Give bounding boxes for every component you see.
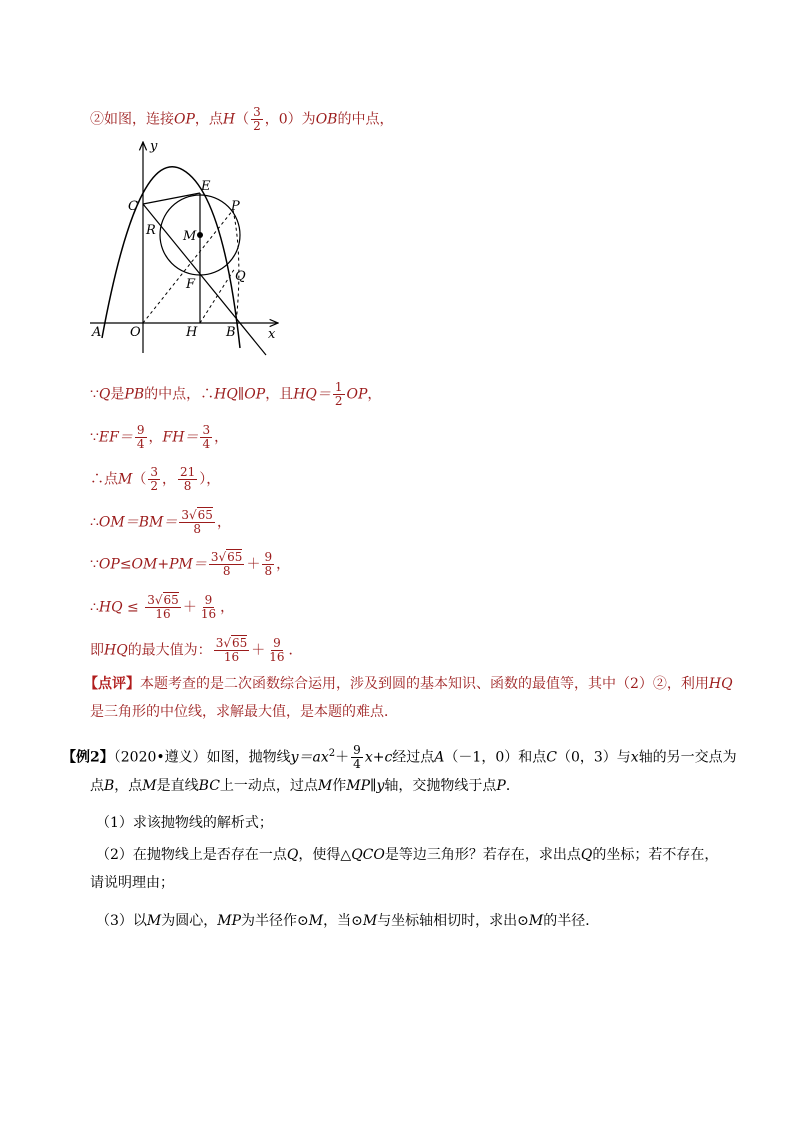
step-line-4: ∴OM＝BM＝ $\frac{3√65}{8}$ ， xyxy=(90,508,231,536)
point-m xyxy=(197,232,203,238)
example-2-statement: 【例2】（2020•遵义）如图，抛物线$y=ax^2+$ $\frac{9}{4}$ x+c经过点A（－1，0）和点C（0，3）与x轴的另一交点为 点B，点M是直线BC上一动点，过点M作MP∥y轴，交抛物线于点P． xyxy=(62,743,737,794)
step-line-1: ∵Q是PB的中点，∴HQ∥OP，且HQ＝ $\frac{1}{2}$ OP， xyxy=(90,380,382,408)
fraction-1-2: $\frac{1}{2}$ xyxy=(334,380,343,408)
label-r: R xyxy=(146,223,156,238)
comment-paragraph: 【点评】本题考查的是二次函数综合运用，涉及到圆的基本知识、函数的最值等，其中（2）②，利用HQ 是三角形的中位线，求解最大值，是本题的难点． xyxy=(84,676,733,720)
step-line-5: ∵OP≤OM+PM＝ $\frac{3√65}{8}$ ＋ $\frac{9}{8}$ ， xyxy=(90,550,291,578)
fraction-3-2: $\frac{3}{2}$ xyxy=(150,465,158,493)
step-line-3: ∴点M（ $\frac{3}{2}$ ， $\frac{21}{8}$ ）， xyxy=(90,465,221,493)
fraction-9-4: $\frac{9}{4}$ xyxy=(353,743,361,772)
fraction-3-4: $\frac{3}{4}$ xyxy=(202,423,211,451)
geometry-figure xyxy=(88,138,288,358)
step-line-2: ∵EF＝ $\frac{9}{4}$ ，FH＝ $\frac{3}{4}$ ， xyxy=(90,423,229,451)
parabola xyxy=(102,167,240,348)
fraction-3-2: $\frac{3}{2}$ xyxy=(253,105,261,133)
label-y: y xyxy=(150,139,158,154)
label-c: C xyxy=(128,199,138,214)
label-b: B xyxy=(226,325,236,340)
segment-op xyxy=(143,210,233,323)
sqrt-icon: √ xyxy=(154,593,163,607)
question-2: （2）在抛物线上是否存在一点Q，使得△QCO是等边三角形？若存在，求出点Q的坐标；若不存在， 请说明理由； xyxy=(90,847,719,891)
step-line-7: 即HQ的最大值为： $\frac{3√65}{16}$ ＋ $\frac{9}{16}$ ． xyxy=(90,636,303,664)
label-m: M xyxy=(183,229,197,244)
label-x: x xyxy=(268,327,276,342)
step2-intro: ②如图，连接OP，点H（ $\frac{3}{2}$ ，0）为OB的中点， xyxy=(90,105,394,133)
label-o: O xyxy=(130,325,141,340)
sqrt-icon: √ xyxy=(218,550,227,564)
fraction-3sqrt65-16: $\frac{3√65}{16}$ xyxy=(215,636,248,664)
fraction-21-8: $\frac{21}{8}$ xyxy=(179,465,196,493)
segment-ce xyxy=(143,193,200,204)
fraction-3sqrt65-8: $\frac{3√65}{8}$ xyxy=(210,550,243,578)
segment-hq xyxy=(200,268,235,323)
label-h: H xyxy=(186,325,198,340)
question-3: （3）以M为圆心，MP为半径作⊙M，当⊙M与坐标轴相切时，求出⊙M的半径． xyxy=(96,913,600,929)
label-f: F xyxy=(186,277,196,292)
fraction-9-16: $\frac{9}{16}$ xyxy=(200,593,217,621)
label-e: E xyxy=(201,179,211,194)
fraction-3sqrt65-8: $\frac{3√65}{8}$ xyxy=(181,508,213,536)
fraction-3sqrt65-16: $\frac{3√65}{16}$ xyxy=(147,593,179,621)
step-line-6: ∴HQ ≤ $\frac{3√65}{16}$ ＋ $\frac{9}{16}$ ， xyxy=(90,593,235,621)
label-q: Q xyxy=(235,269,246,284)
sqrt-icon: √ xyxy=(223,636,231,650)
fraction-9-16: $\frac{9}{16}$ xyxy=(269,636,285,664)
question-1: （1）求该抛物线的解析式； xyxy=(96,815,273,831)
fraction-9-8: $\frac{9}{8}$ xyxy=(264,550,273,578)
sqrt-icon: √ xyxy=(189,508,197,522)
label-p: P xyxy=(231,199,240,214)
label-a: A xyxy=(92,325,102,340)
fraction-9-4: $\frac{9}{4}$ xyxy=(136,423,145,451)
